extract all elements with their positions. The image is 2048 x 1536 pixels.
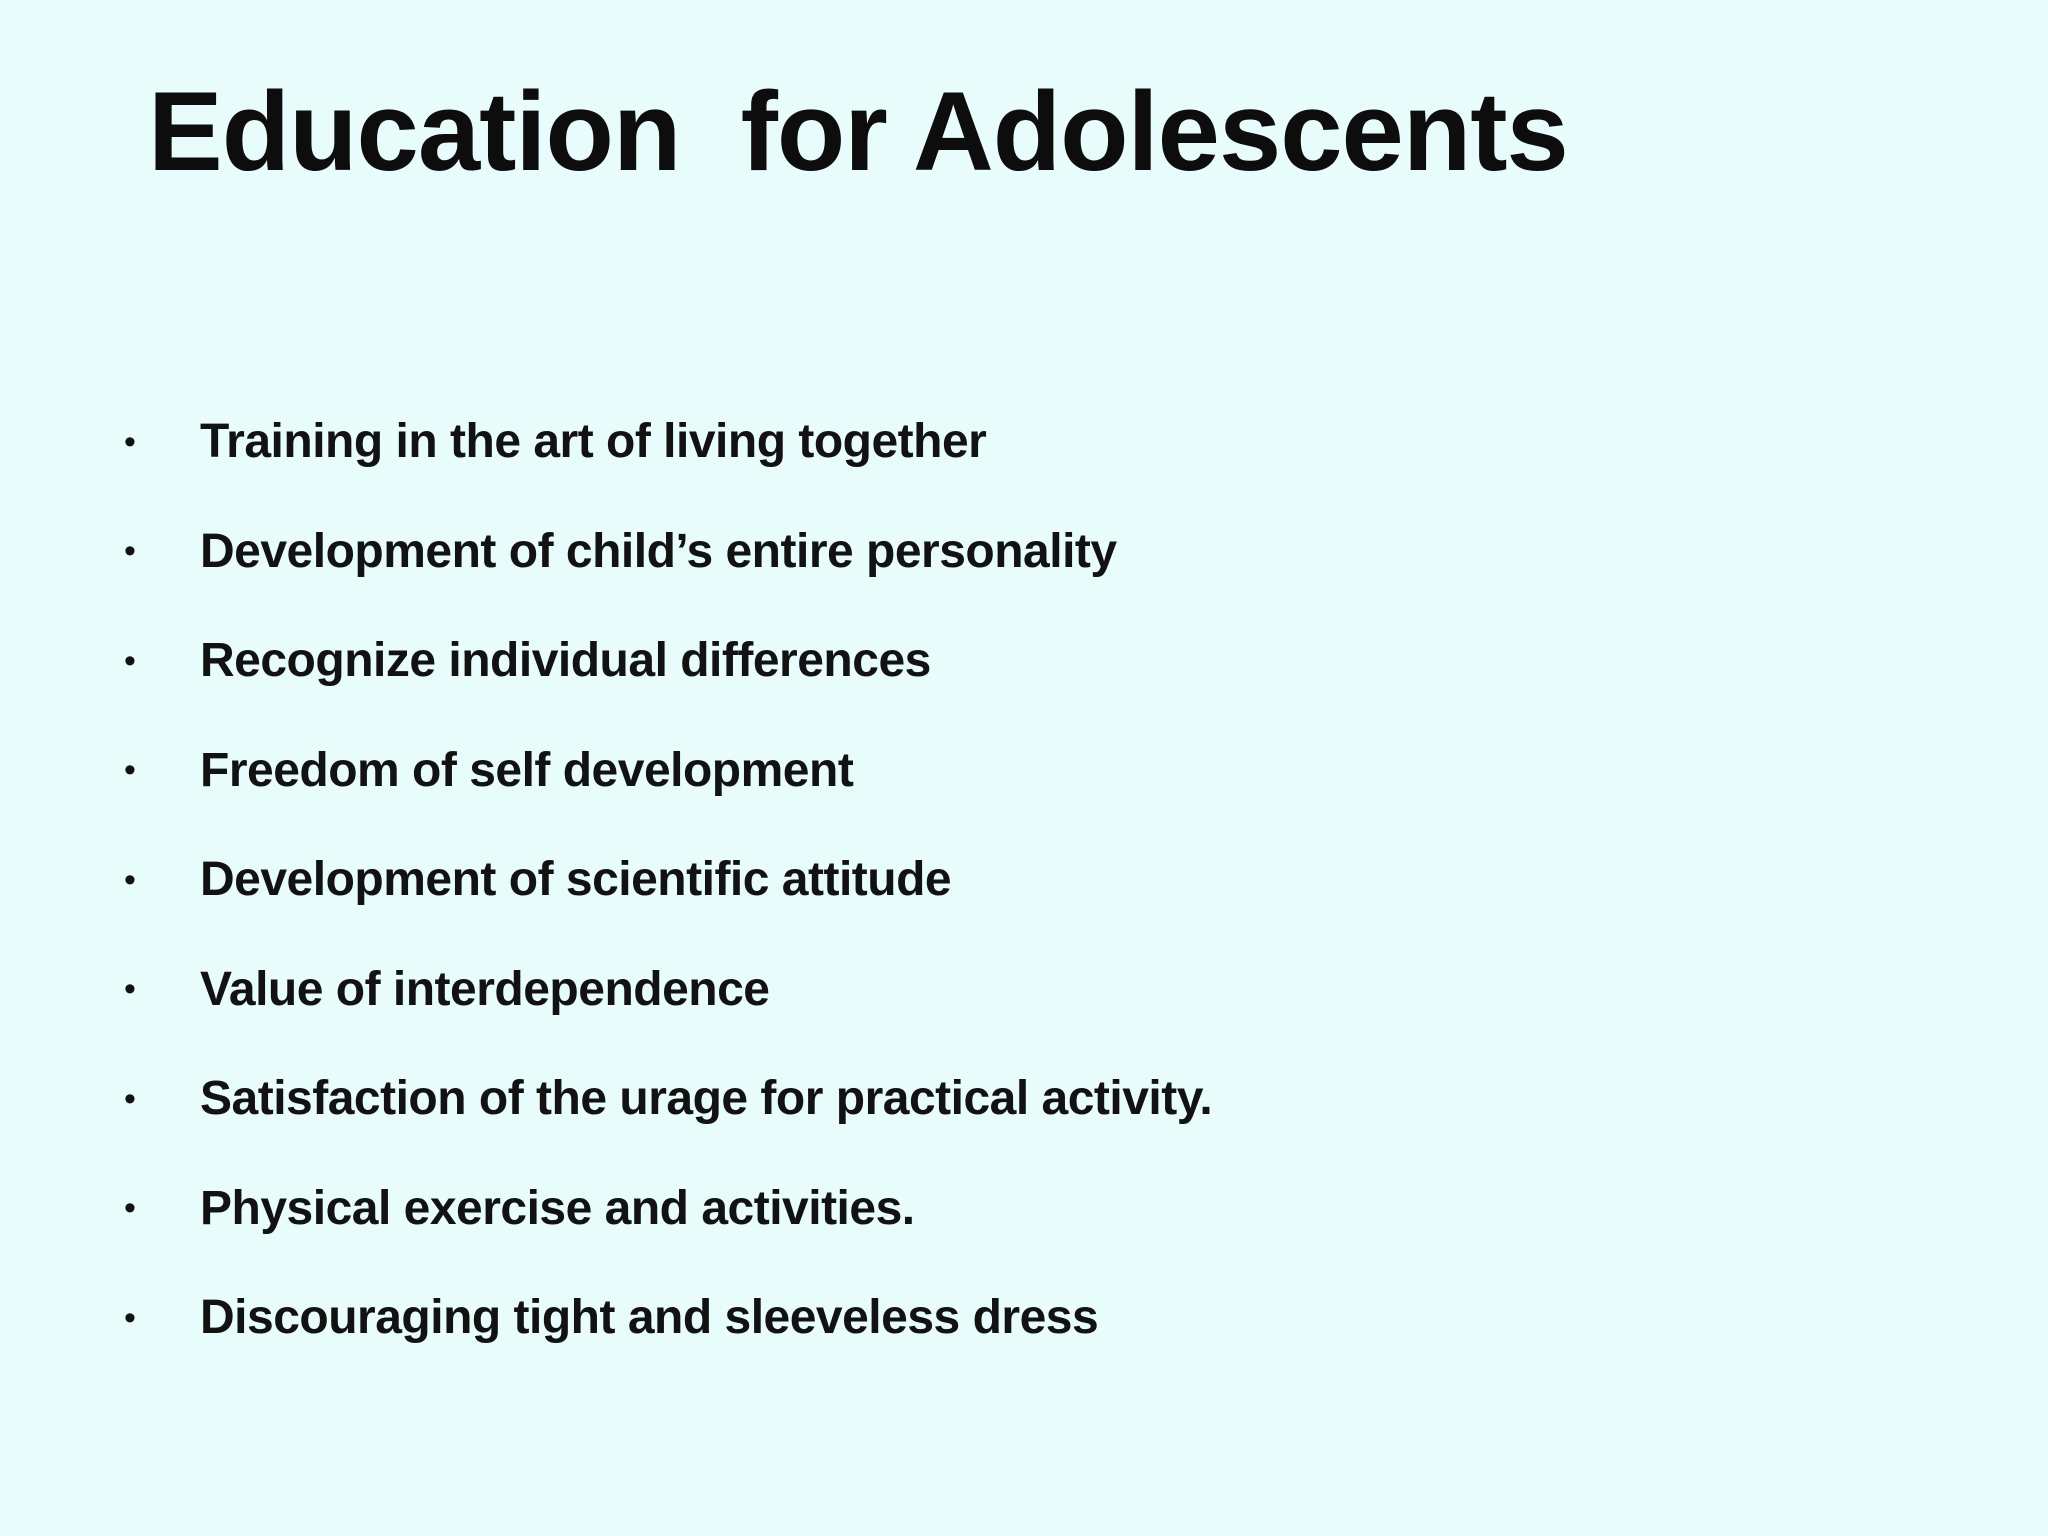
list-item: [124, 1154, 1212, 1264]
list-item-text: Physical exercise and activities.: [200, 1181, 915, 1235]
bullet-icon: •: [124, 422, 136, 461]
list-item: [124, 1263, 1212, 1373]
list-item: [124, 825, 1212, 935]
list-item-text: Discouraging tight and sleeveless dress: [200, 1291, 1099, 1345]
bullet-icon: •: [124, 532, 136, 571]
list-item-text: Freedom of self development: [200, 743, 854, 797]
list-item-text: Satisfaction of the urage for practical activity.: [200, 1072, 1213, 1126]
list-item: [124, 387, 1212, 497]
slide-title: Education for Adolescents: [148, 69, 1568, 194]
list-item: [124, 606, 1212, 716]
bullet-icon: •: [124, 751, 136, 790]
bullet-icon: •: [124, 970, 136, 1009]
list-item: [124, 497, 1212, 607]
list-item: [124, 935, 1212, 1045]
bullet-icon: •: [124, 1189, 136, 1228]
list-item-text: Development of scientific attitude: [200, 853, 952, 907]
list-item-text: Training in the art of living together: [200, 415, 987, 469]
bullet-icon: •: [124, 641, 136, 680]
list-item-text: Recognize individual differences: [200, 634, 931, 688]
bullet-list: [124, 387, 1212, 1373]
list-item: [124, 1044, 1212, 1154]
bullet-icon: •: [124, 1079, 136, 1118]
bullet-icon: •: [124, 1298, 136, 1337]
list-item-text: Value of interdependence: [200, 962, 770, 1016]
list-item: [124, 716, 1212, 826]
list-item-text: Development of child’s entire personality: [200, 524, 1117, 578]
bullet-icon: •: [124, 860, 136, 899]
